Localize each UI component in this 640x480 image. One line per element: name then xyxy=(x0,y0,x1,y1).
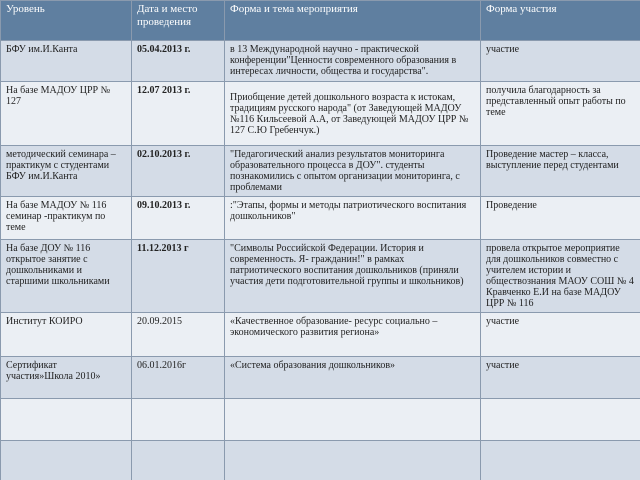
table-row xyxy=(1,146,640,197)
cell-level: На базе МАДОУ ЦРР № 127 xyxy=(1,82,132,146)
cell-level: Институт КОИРО xyxy=(1,313,132,357)
table-row xyxy=(1,197,640,240)
cell-level xyxy=(1,399,132,441)
cell-level: методический семинара – практикум с студентами БФУ им.И.Канта xyxy=(1,146,132,197)
table-row xyxy=(1,41,640,82)
cell-level xyxy=(1,441,132,480)
cell-participation: провела открытое мероприятие для дошкольников совместно с учителем истории и обществознания МАОУ СОШ № 4 Кравченко Е.И на базе МАДОУ ЦРР № 116 xyxy=(481,240,640,313)
cell-date: 11.12.2013 г xyxy=(132,240,225,313)
cell-participation: участие xyxy=(481,313,640,357)
cell-participation: получила благодарность за представленный опыт работы по теме xyxy=(481,82,640,146)
cell-topic: "Педагогический анализ результатов мониторинга образовательного процесса в ДОУ". студенты познакомились с опытом организации мониторинга, с проблемами xyxy=(225,146,481,197)
cell-topic xyxy=(225,441,481,480)
header-participation: Форма участия xyxy=(481,1,640,41)
cell-level: Сертификат участия»Школа 2010» xyxy=(1,357,132,399)
table-row xyxy=(1,82,640,146)
cell-date: 05.04.2013 г. xyxy=(132,41,225,82)
cell-topic: «Система образования дошкольников» xyxy=(225,357,481,399)
cell-participation xyxy=(481,441,640,480)
cell-topic: в 13 Международной научно - практической конференции"Ценности современного образования в интересах личности, общества и государства". xyxy=(225,41,481,82)
cell-date xyxy=(132,399,225,441)
cell-participation: участие xyxy=(481,41,640,82)
table-header-row xyxy=(1,1,640,41)
table-row xyxy=(1,399,640,441)
table-row xyxy=(1,441,640,480)
cell-topic: "Символы Российской Федерации. История и современность. Я- гражданин!" в рамках патриотического воспитания дошкольников (приняли участия дети подготовительной группы и школьников) xyxy=(225,240,481,313)
header-form-topic: Форма и тема мероприятия xyxy=(225,1,481,41)
cell-level: На базе МАДОУ № 116 семинар -практикум по теме xyxy=(1,197,132,240)
cell-participation: Проведение xyxy=(481,197,640,240)
cell-date xyxy=(132,441,225,480)
cell-topic: :"Этапы, формы и методы патриотического воспитания дошкольников" xyxy=(225,197,481,240)
cell-participation: Проведение мастер – класса, выступление перед студентами xyxy=(481,146,640,197)
table-row xyxy=(1,357,640,399)
cell-participation: участие xyxy=(481,357,640,399)
cell-date: 20.09.2015 xyxy=(132,313,225,357)
table-row xyxy=(1,240,640,313)
cell-date: 02.10.2013 г. xyxy=(132,146,225,197)
cell-topic: Приобщение детей дошкольного возраста к истокам, традициям русского народа" (от Заведующей МАДОУ №116 Кильсеевой А.А, от Заведующей МАДОУ ЦРР № 127 С.Ю Гребенчук.) xyxy=(225,82,481,146)
cell-date: 06.01.2016г xyxy=(132,357,225,399)
header-date-place: Дата и место проведения xyxy=(132,1,225,41)
cell-date: 12.07 2013 г. xyxy=(132,82,225,146)
cell-date: 09.10.2013 г. xyxy=(132,197,225,240)
table-row xyxy=(1,313,640,357)
cell-level: На базе ДОУ № 116 открытое занятие с дошкольниками и старшими школьниками xyxy=(1,240,132,313)
cell-level: БФУ им.И.Канта xyxy=(1,41,132,82)
cell-topic xyxy=(225,399,481,441)
header-level: Уровень xyxy=(1,1,132,41)
cell-participation xyxy=(481,399,640,441)
cell-topic: «Качественное образование- ресурс социально – экономического развития региона» xyxy=(225,313,481,357)
